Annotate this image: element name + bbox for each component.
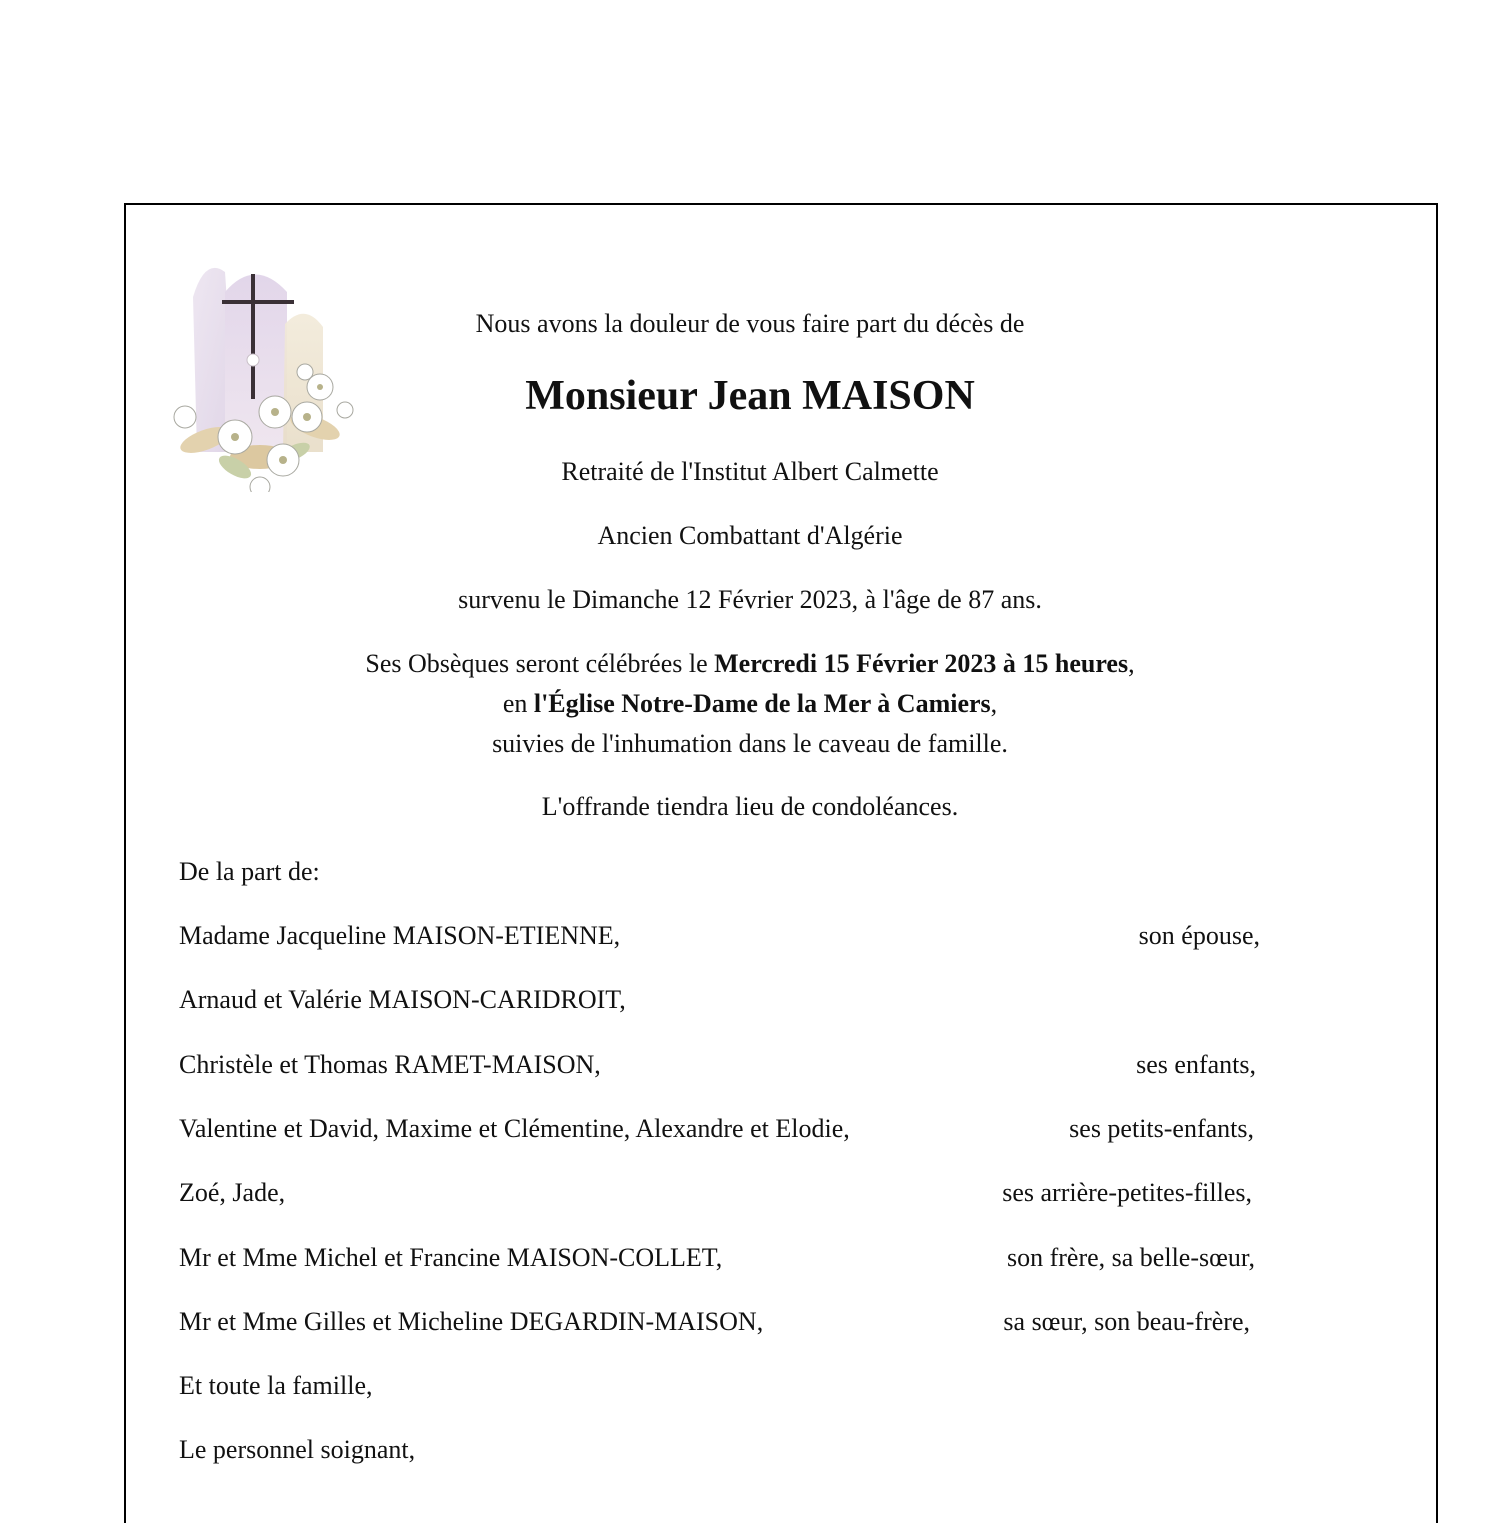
- family-name: Zoé, Jade,: [179, 1178, 286, 1207]
- from-label: De la part de:: [179, 857, 320, 886]
- family-name: Le personnel soignant,: [179, 1435, 416, 1464]
- offering-text: L'offrande tiendra lieu de condoléances.: [541, 792, 959, 821]
- family-name: Mr et Mme Gilles et Micheline DEGARDIN-MAISON,: [179, 1307, 764, 1336]
- family-relation: ses enfants,: [1136, 1050, 1256, 1079]
- funeral-date-prefix: Ses Obsèques seront célébrées le: [365, 649, 715, 678]
- deceased-name-heading: Monsieur Jean MAISON: [525, 373, 975, 419]
- family-name: Madame Jacqueline MAISON-ETIENNE,: [179, 921, 621, 950]
- family-name: Valentine et David, Maxime et Clémentine, Alexandre et Elodie,: [179, 1114, 850, 1143]
- intro-text: Nous avons la douleur de vous faire part du décès de: [475, 309, 1025, 338]
- funeral-location: l'Église Notre-Dame de la Mer à Camiers: [533, 689, 991, 718]
- family-name: Arnaud et Valérie MAISON-CARIDROIT,: [179, 985, 626, 1014]
- funeral-date-suffix: ,: [1128, 649, 1135, 678]
- family-relation: ses petits-enfants,: [1069, 1114, 1254, 1143]
- burial-text: suivies de l'inhumation dans le caveau de famille.: [492, 729, 1008, 758]
- funeral-location-line: [0, 689, 1500, 719]
- title-retiree: Retraité de l'Institut Albert Calmette: [561, 457, 939, 486]
- family-relation: ses arrière-petites-filles,: [1002, 1178, 1252, 1207]
- family-name: Et toute la famille,: [179, 1371, 373, 1400]
- funeral-datetime: Mercredi 15 Février 2023 à 15 heures: [714, 649, 1129, 678]
- family-name: Mr et Mme Michel et Francine MAISON-COLLET,: [179, 1243, 723, 1272]
- title-veteran: Ancien Combattant d'Algérie: [597, 521, 903, 550]
- funeral-location-prefix: en: [502, 689, 534, 718]
- family-name: Christèle et Thomas RAMET-MAISON,: [179, 1050, 601, 1079]
- death-notice-text: survenu le Dimanche 12 Février 2023, à l'âge de 87 ans.: [458, 585, 1042, 614]
- funeral-date-line: [0, 649, 1500, 679]
- funeral-location-suffix: ,: [990, 689, 998, 718]
- family-relation: son épouse,: [1138, 921, 1260, 950]
- family-relation: son frère, sa belle-sœur,: [1006, 1243, 1255, 1272]
- family-relation: sa sœur, son beau-frère,: [1003, 1307, 1250, 1336]
